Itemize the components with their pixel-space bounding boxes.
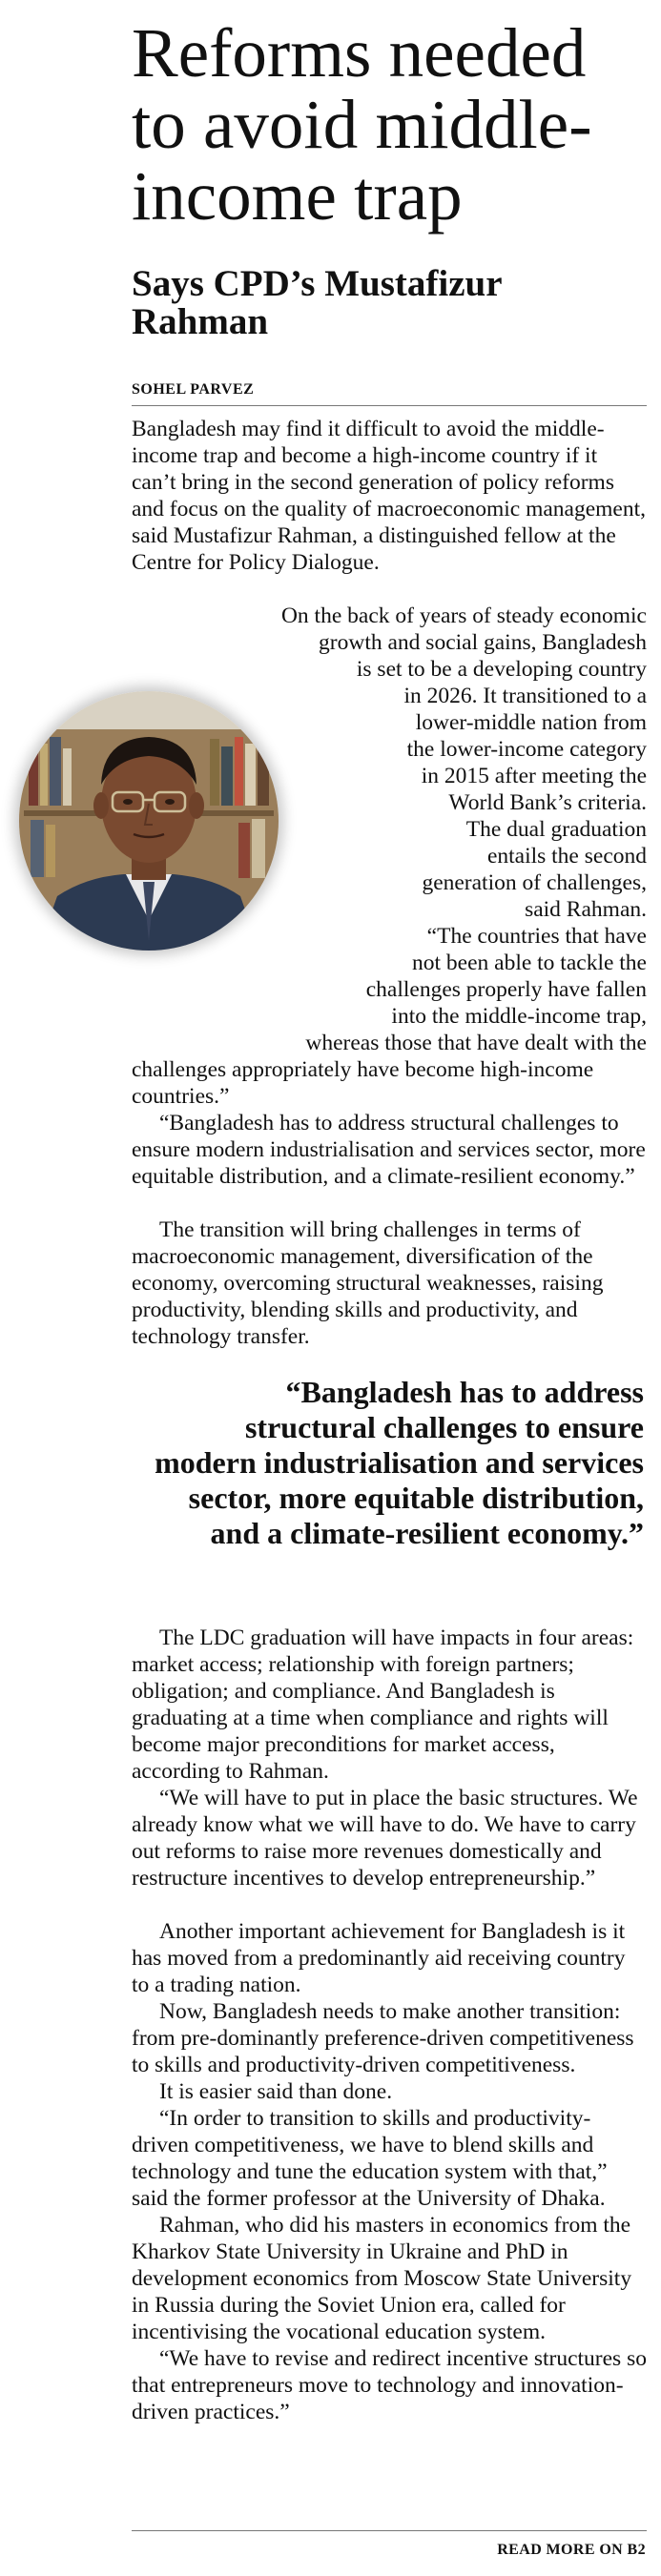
wrap-line: in 2015 after meeting the — [421, 764, 647, 788]
wrap-line: On the back of years of steady economic — [280, 603, 647, 628]
wrap-line: challenges properly have fallen — [365, 977, 647, 1002]
wrap-line: lower-middle nation from — [415, 710, 647, 735]
wrap-line: generation of challenges, — [422, 870, 647, 895]
wrap-line: not been able to tackle the — [412, 951, 647, 975]
wrap-line: entails the second — [486, 844, 647, 869]
wrap-line: is set to be a developing country — [356, 657, 647, 682]
structural-quote-paragraph: “Bangladesh has to address structural challenges to ensure modern industrialisation and services sector, more equitable distribution, and a climate-resilient economy.” — [132, 1111, 646, 1189]
headline: Reforms needed to avoid middle-income trap — [132, 14, 592, 235]
subheadline: Says CPD’s Mustafizur Rahman — [132, 263, 502, 342]
wrap-line: whereas those that have dealt with the — [305, 1031, 647, 1055]
ldc-paragraph: The LDC graduation will have impacts in four areas: market access; relationship with foreign partners; obligation; and compliance. And Bangladesh is graduating at a time when compliance and rights will become major preconditions for market access, according to Rahman. — [132, 1625, 634, 1784]
basic-structures-paragraph: “We will have to put in place the basic structures. We already know what we will have to do. We have to carry out reforms to raise more revenues domestically and restructure incentives to develop entrepreneurship.” — [132, 1786, 638, 1891]
byline-rule — [132, 405, 647, 406]
achievement-paragraph: Another important achievement for Bangladesh is it has moved from a predominantly aid receiving country to a trading nation. — [132, 1919, 626, 1997]
portrait-photo — [19, 691, 279, 951]
transition-paragraph: The transition will bring challenges in terms of macroeconomic management, diversification of the economy, overcoming structural weaknesses, raising productivity, blending skills and productivity, and technology transfer. — [132, 1217, 604, 1349]
portrait-illustration — [19, 691, 279, 951]
read-more-link[interactable]: READ MORE ON B2 — [497, 2542, 646, 2558]
wrap-line: “The countries that have — [426, 924, 647, 949]
wrap-line: said Rahman. — [525, 897, 647, 922]
wrap-line: the lower-income category — [406, 737, 647, 762]
wrap-line: in 2026. It transitioned to a — [403, 684, 647, 708]
now-paragraph: Now, Bangladesh needs to make another transition: from pre-dominantly preference-driven competitiveness to skills and productivity-driven competitiveness. — [132, 1999, 634, 2077]
wrap-line: into the middle-income trap, — [391, 1004, 647, 1029]
wrap-line: World Bank’s criteria. — [448, 790, 647, 815]
wrap-line: The dual graduation — [465, 817, 647, 842]
byline: SOHEL PARVEZ — [132, 381, 255, 398]
easier-paragraph: It is easier said than done. — [159, 2079, 393, 2104]
bottom-rule — [132, 2530, 647, 2531]
order-paragraph: “In order to transition to skills and productivity-driven competitiveness, we have to blend skills and technology and tune the education system with that,” said the former professor at the University of Dhaka. — [132, 2106, 608, 2211]
intro-paragraph: Bangladesh may find it difficult to avoid the middle-income trap and become a high-income country if it can’t bring in the second generation of policy reforms and focus on the quality of macroeconomic management, said Mustafizur Rahman, a distinguished fellow at the Centre for Policy Dialogue. — [132, 417, 647, 575]
rahman-bio-paragraph: Rahman, who did his masters in economics from the Kharkov State University in Ukraine and PhD in development economics from Moscow State University in Russia during the Soviet Union era, called for incentivising the vocational education system. — [132, 2213, 632, 2344]
revise-paragraph: “We have to revise and redirect incentive structures so that entrepreneurs move to technology and innovation-driven practices.” — [132, 2346, 647, 2424]
wrap-tail-paragraph: challenges appropriately have become high-income countries.” — [132, 1057, 594, 1109]
wrap-line: growth and social gains, Bangladesh — [319, 630, 647, 655]
pull-quote: “Bangladesh has to address structural challenges to ensure modern industrialisation and services sector, more equitable distribution, and a climate-resilient economy.” — [155, 1375, 644, 1550]
